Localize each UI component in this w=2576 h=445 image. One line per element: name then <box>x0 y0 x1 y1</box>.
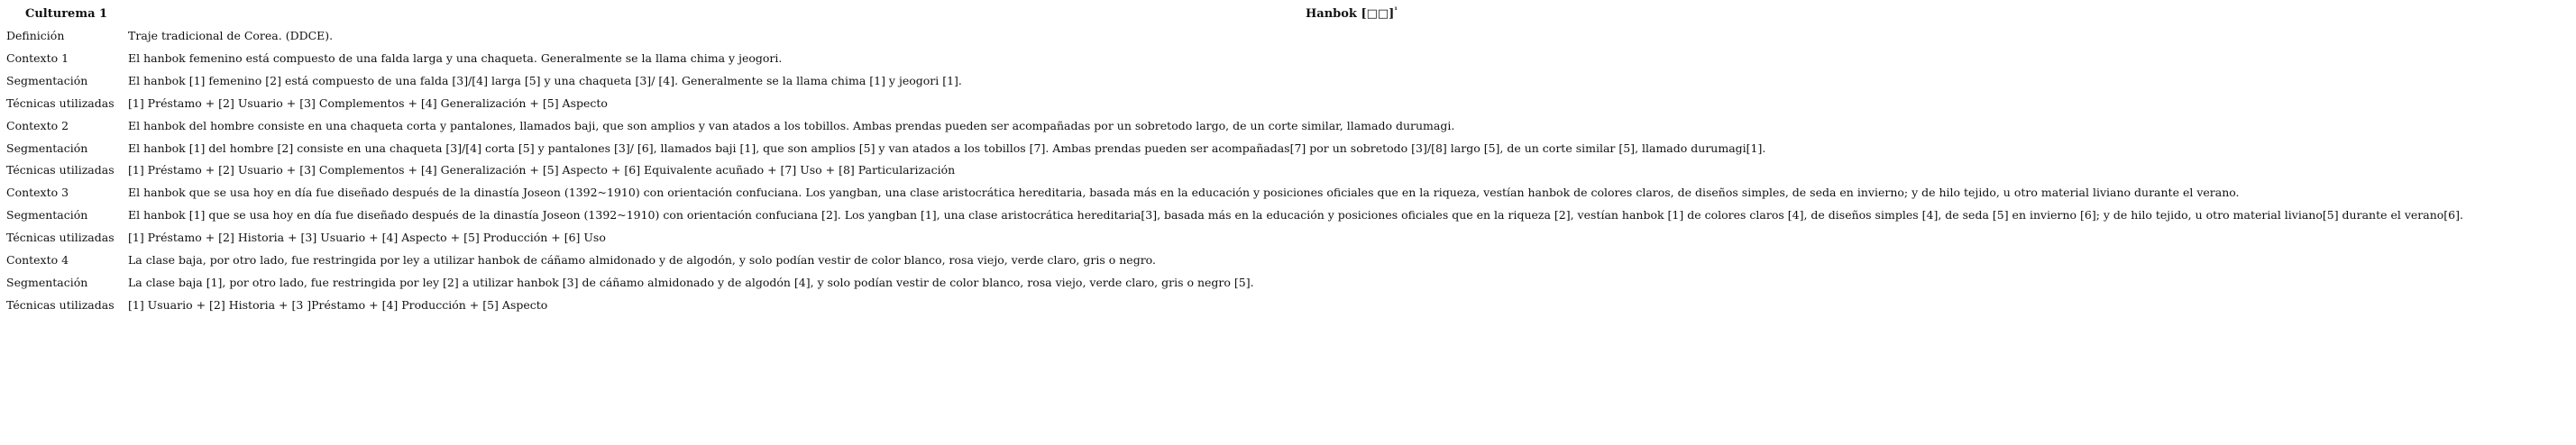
table-row <box>0 295 2576 316</box>
row-label: Contexto 1 <box>6 50 69 65</box>
column-header-hanbok <box>1306 5 1398 23</box>
row-value: El hanbok [1] femenino [2] está compuesto de una falda [3]/[4] larga [5] y una chaqueta [3]/ [4]. Generalmente se la llama chima [1] y jeogori [1]. <box>128 73 962 87</box>
table-row <box>0 182 2576 204</box>
table-row <box>0 70 2576 92</box>
row-value: [1] Préstamo + [2] Historia + [3] Usuario + [4] Aspecto + [5] Producción + [6] Uso <box>128 231 606 245</box>
row-label: Contexto 2 <box>6 118 69 132</box>
row-label: Definición <box>6 29 65 42</box>
row-value: [1] Préstamo + [2] Usuario + [3] Complementos + [4] Generalización + [5] Aspecto <box>128 95 608 110</box>
row-label: Técnicas utilizadas <box>6 95 115 110</box>
row-value: El hanbok [1] que se usa hoy en día fue diseñado después de la dinastía Joseon (1392~1910) con orientación confuciana [2]. Los yangban [1], una clase aristocrática hereditaria[3], basada más en la educación y posiciones oficiales que en la riqueza [2], vestían hanbok [1] de colores claros [4], de diseños simples [4], de seda [5] en invierno [6]; y de hilo tejido, u otro material liviano[5] durante el verano[6]. <box>128 208 2463 222</box>
table-row <box>0 115 2576 137</box>
footnote-marker: ¹ <box>1394 5 1398 14</box>
table-row <box>0 93 2576 114</box>
row-value: El hanbok [1] del hombre [2] consiste en una chaqueta [3]/[4] corta [5] y pantalones [3]/ [6], llamados baji [1], que son amplios [5] y van atados a los tobillos [7]. Ambas prendas pueden ser acompañadas[7] por un sobretodo [3]/[8] largo [5], de un corte similar [5], llamado durumagi[1]. <box>128 141 1766 155</box>
row-value: [1] Usuario + [2] Historia + [3 ]Préstamo + [4] Producción + [5] Aspecto <box>128 297 548 312</box>
row-label: Contexto 3 <box>6 186 69 200</box>
table-row <box>0 250 2576 271</box>
row-label: Segmentación <box>6 73 88 87</box>
row-value: La clase baja [1], por otro lado, fue restringida por ley [2] a utilizar hanbok [3] de cáñamo almidonado y de algodón [4], y solo podían vestir de color blanco, rosa viejo, verde claro, gris o negro [5]. <box>128 275 1254 289</box>
table-row <box>0 25 2576 47</box>
row-label: Segmentación <box>6 275 88 289</box>
row-value: El hanbok que se usa hoy en día fue diseñado después de la dinastía Joseon (1392~1910) con orientación confuciana. Los yangban, una clase aristocrática hereditaria, basada más en la educación y posiciones oficiales que en la riqueza, vestían hanbok de colores claros, de diseños simples, de seda en invierno; y de hilo tejido, u otro material liviano durante el verano. <box>128 186 2240 200</box>
table-row <box>0 272 2576 294</box>
row-value: El hanbok del hombre consiste en una chaqueta corta y pantalones, llamados baji, que son amplios y van atados a los tobillos. Ambas prendas pueden ser acompañadas por un sobretodo largo, de un corte similar, llamado durumagi. <box>128 118 1455 132</box>
row-label: Técnicas utilizadas <box>6 231 115 245</box>
table-row <box>0 204 2576 226</box>
row-value: [1] Préstamo + [2] Usuario + [3] Complementos + [4] Generalización + [5] Aspecto + [6] Equivalente acuñado + [7] Uso + [8] Particularización <box>128 163 956 177</box>
column-header-culturema: Culturema 1 <box>25 7 108 21</box>
table-row <box>0 159 2576 181</box>
row-label: Contexto 4 <box>6 253 69 267</box>
row-value: Traje tradicional de Corea. (DDCE). <box>128 29 334 42</box>
row-label: Técnicas utilizadas <box>6 163 115 177</box>
row-label: Técnicas utilizadas <box>6 297 115 312</box>
table-row <box>0 48 2576 69</box>
hanbok-title-text: Hanbok [□□] <box>1306 7 1395 21</box>
table-row <box>0 138 2576 159</box>
row-label: Segmentación <box>6 141 88 155</box>
table-row <box>0 227 2576 249</box>
row-label: Segmentación <box>6 208 88 222</box>
row-value: La clase baja, por otro lado, fue restringida por ley a utilizar hanbok de cáñamo almidonado y de algodón, y solo podían vestir de color blanco, rosa viejo, verde claro, gris o negro. <box>128 253 1156 267</box>
row-value: El hanbok femenino está compuesto de una falda larga y una chaqueta. Generalmente se la llama chima y jeogori. <box>128 50 783 65</box>
